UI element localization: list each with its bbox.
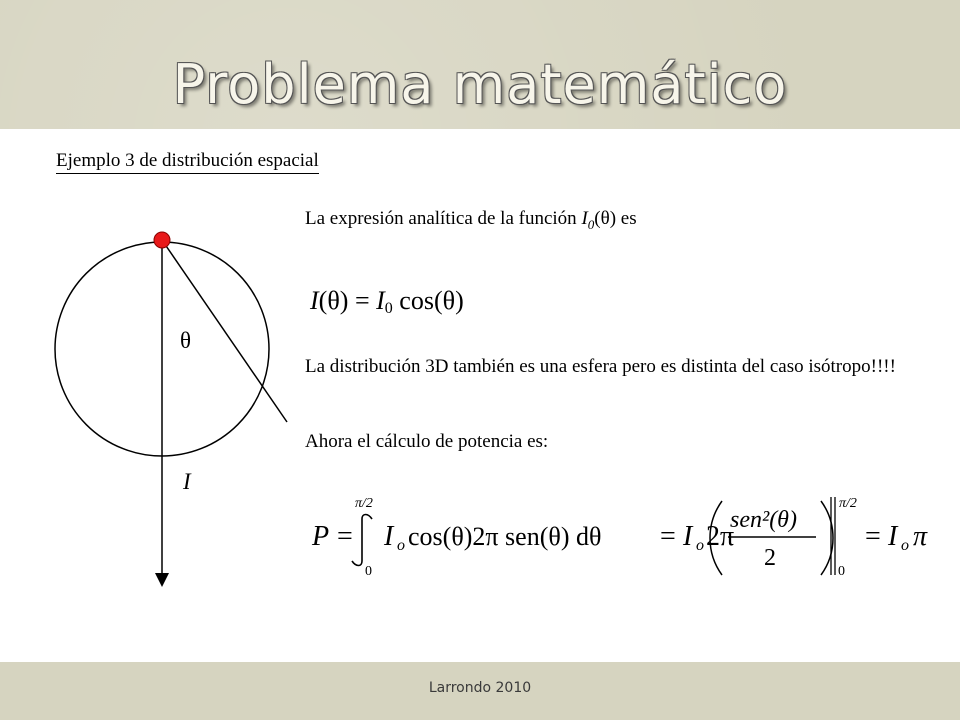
slide-content [0, 129, 960, 662]
eq2-upper-limit: π/2 [355, 496, 373, 511]
eq2-mid-2pi: 2π [706, 521, 735, 552]
eq2-equals-2: = [660, 521, 676, 552]
arrow-head [155, 573, 169, 587]
text-1-arg: (θ) [594, 208, 617, 229]
eq2-equals-3: = [865, 521, 881, 552]
example-heading: Ejemplo 3 de distribución espacial [56, 151, 319, 174]
eq2-mid-var: I [683, 521, 693, 552]
text-1-suffix: es [616, 208, 637, 229]
power-equation [310, 491, 950, 581]
eq1-rhs-var: I [376, 286, 385, 315]
eq2-integrand: cos(θ)2π sen(θ) dθ [408, 522, 602, 551]
eq2-equals: = [337, 521, 353, 552]
eq1-rhs-rest: cos(θ) [392, 286, 464, 315]
eq2-P: P [312, 521, 330, 552]
text-1-prefix: La expresión analítica de la función [305, 208, 582, 229]
eq2-frac-num: sen²(θ) [730, 507, 797, 533]
footer-credit: Larrondo 2010 [428, 680, 532, 696]
eq2-result-var: I [888, 521, 898, 552]
intensity-equation [310, 286, 464, 318]
eq2-lower-limit: 0 [365, 564, 372, 579]
eq1-rhs-sub: 0 [384, 300, 393, 317]
eq2-frac-den: 2 [764, 545, 776, 571]
eq2-integrand-var: I [384, 521, 394, 552]
power-calculation-text: Ahora el cálculo de potencia es: [305, 431, 549, 452]
theta-label: θ [180, 328, 192, 353]
eq2-eval-upper: π/2 [839, 496, 857, 511]
eq1-equals: = [348, 286, 377, 315]
eq1-lhs-arg: (θ) [318, 286, 349, 315]
eq2-result-pi: π [913, 521, 928, 552]
text-1-func-sub: 0 [587, 216, 595, 232]
distribution-text: La distribución 3D también es una esfera pero es distinta del caso isótropo!!!! [305, 356, 896, 377]
eq2-integrand-sub: o [397, 537, 405, 554]
eq2-eval-lower: 0 [838, 564, 845, 579]
eq2-result-sub: o [901, 537, 909, 554]
slide-title: Problema matemático [172, 53, 788, 116]
eq1-lhs-var: I [310, 286, 319, 315]
source-dot [154, 232, 170, 248]
text-1-func: I [581, 208, 588, 229]
eq2-mid-sub: o [696, 537, 704, 554]
integral-sign [352, 515, 372, 566]
analytic-expression-text [305, 207, 637, 233]
radiation-diagram [0, 129, 320, 662]
current-label: I [183, 469, 191, 494]
